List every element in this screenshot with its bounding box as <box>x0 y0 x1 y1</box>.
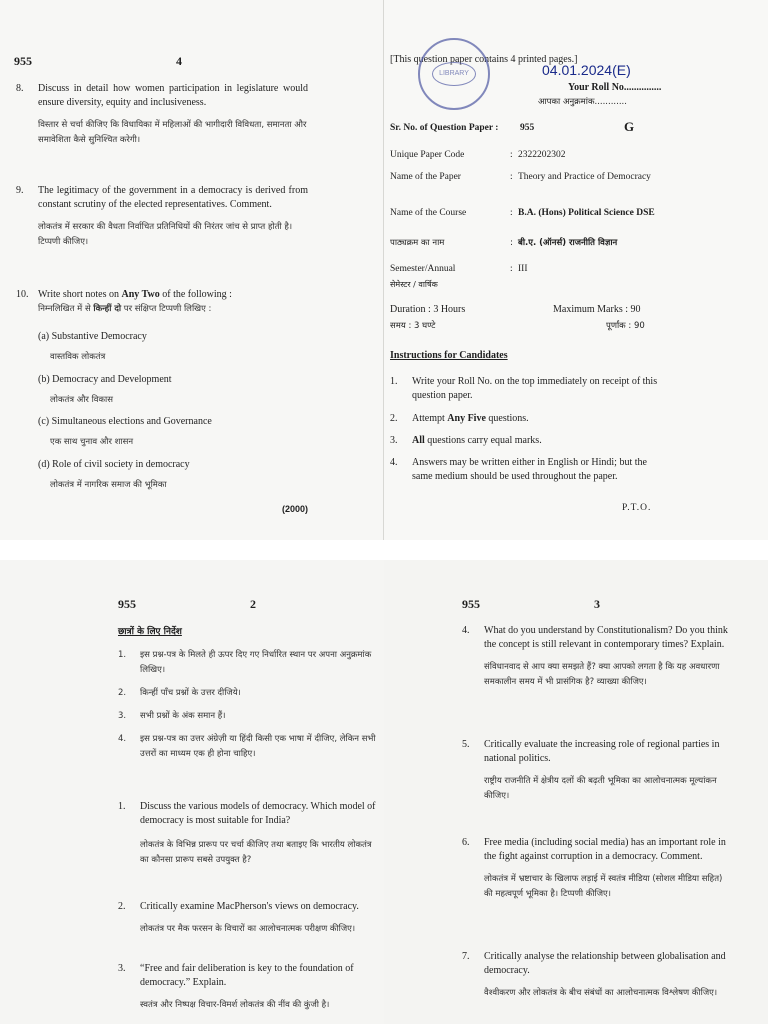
text-part: निम्नलिखित में से <box>38 304 94 314</box>
instruction-1 <box>390 375 662 405</box>
question-3 <box>118 962 380 1013</box>
question-number: 1. <box>118 801 126 812</box>
question-text-hi: लोकतंत्र के विभिन्न प्रारूप पर चर्चा कीजिए तथा बताइए कि भारतीय लोकतंत्र का कौनसा प्रारूप सबसे उपयुक्त है? <box>140 840 372 865</box>
item-hi: लोकतंत्र और विकास <box>50 395 114 405</box>
item-en: (b) Democracy and Development <box>38 374 172 385</box>
info-label: पाठ्यक्रम का नाम <box>390 238 445 248</box>
instruction-text <box>412 434 662 448</box>
question-text-en: Discuss in detail how women participation in legislature would ensure diversity, equity and inclusiveness. <box>38 83 308 108</box>
text-bold: Any Five <box>447 413 486 424</box>
question-text-hi: स्वतंत्र और निष्पक्ष विचार-विमर्श लोकतंत्र की नींव की कुंजी है। <box>140 1000 330 1010</box>
handwritten-date: 04.01.2024(E) <box>542 62 631 78</box>
question-text-en: The legitimacy of the government in a democracy is derived from constant scrutiny of the elected representatives. Comment. <box>38 185 308 210</box>
question-9 <box>16 184 308 250</box>
question-text-hi: वैश्वीकरण और लोकतंत्र के बीच संबंधों का आलोचनात्मक विश्लेषण कीजिए। <box>484 988 718 998</box>
hindi-instructions-title: छात्रों के लिए निर्देश <box>118 627 182 637</box>
question-number: 2. <box>118 901 126 912</box>
hindi-instruction-3 <box>118 709 380 724</box>
please-turn-over: P.T.O. <box>622 503 652 513</box>
max-marks-hi: पूर्णांक : 90 <box>606 321 645 331</box>
hindi-instruction-1 <box>118 648 380 678</box>
instruction-text <box>412 412 662 426</box>
question-5 <box>462 738 728 804</box>
question-number: 10. <box>16 289 29 300</box>
page-number: 4 <box>176 54 182 68</box>
question-text-en: Critically evaluate the increasing role of regional parties in national politics. <box>484 739 720 764</box>
q10-item-a <box>38 330 147 365</box>
question-number: 7. <box>462 951 470 962</box>
info-value: बी.ए. (ऑनर्स) राजनीति विज्ञान <box>518 238 618 248</box>
info-value: III <box>518 264 528 274</box>
question-text-hi: राष्ट्रीय राजनीति में क्षेत्रीय दलों की बढ़ती भूमिका का आलोचनात्मक मूल्यांकन कीजिए। <box>484 776 717 801</box>
roll-number-en: Your Roll No............... <box>568 82 662 93</box>
question-text-en: Critically analyse the relationship between globalisation and democracy. <box>484 951 726 976</box>
info-label: सेमेस्टर / वार्षिक <box>390 280 438 289</box>
question-number: 9. <box>16 185 24 196</box>
max-marks-en: Maximum Marks : 90 <box>553 304 641 315</box>
question-number: 3. <box>118 963 126 974</box>
stamp-label: LIBRARY <box>432 62 476 86</box>
item-hi: लोकतंत्र में नागरिक समाज की भूमिका <box>50 480 167 490</box>
question-text-en: Discuss the various models of democracy. Which model of democracy is most suitable for India? <box>140 801 376 826</box>
hindi-instruction-2 <box>118 686 380 701</box>
instruction-number: 4. <box>390 457 398 468</box>
question-text-hi: लोकतंत्र पर मैक फरसन के विचारों का आलोचनात्मक परीक्षण कीजिए। <box>140 924 356 934</box>
instruction-number: 4. <box>118 734 127 744</box>
hindi-instruction-4 <box>118 732 380 762</box>
item-en: (c) Simultaneous elections and Governance <box>38 416 212 427</box>
info-label: Semester/Annual <box>390 264 456 274</box>
question-7 <box>462 950 728 1001</box>
instruction-4 <box>390 456 662 500</box>
question-text-hi <box>38 302 308 317</box>
question-4 <box>462 624 728 690</box>
text-part: questions. <box>485 413 529 424</box>
q10-item-c <box>38 415 212 450</box>
item-en: (a) Substantive Democracy <box>38 331 147 342</box>
info-value: 2322202302 <box>518 150 566 160</box>
instruction-2 <box>390 412 662 428</box>
question-2 <box>118 900 380 937</box>
instruction-number: 1. <box>118 650 127 660</box>
info-value: Theory and Practice of Democracy <box>518 172 651 182</box>
instruction-text: इस प्रश्न-पत्र के मिलते ही ऊपर दिए गए निर्धारित स्थान पर अपना अनुक्रमांक लिखिए। <box>140 650 372 675</box>
instruction-text: इस प्रश्न-पत्र का उत्तर अंग्रेज़ी या हिंदी किसी एक भाषा में दीजिए, लेकिन सभी उत्तरों का माध्यम एक ही होना चाहिए। <box>140 734 376 759</box>
copies-count: (2000) <box>282 504 309 514</box>
text-part: Write short notes on <box>38 289 122 300</box>
text-bold: Any Two <box>121 289 160 300</box>
item-hi: वास्तविक लोकतंत्र <box>50 352 106 362</box>
q10-item-d <box>38 458 190 493</box>
instruction-number: 2. <box>118 688 127 698</box>
text-part: Attempt <box>412 413 448 424</box>
paper-header: [This question paper contains 4 printed pages.] <box>390 54 578 65</box>
roll-number-hi: आपका अनुक्रमांक............ <box>538 97 627 107</box>
item-hi: एक साथ चुनाव और शासन <box>50 437 134 447</box>
question-text-en <box>38 288 308 302</box>
question-text-en: Critically examine MacPherson's views on democracy. <box>140 901 359 912</box>
question-number: 6. <box>462 837 470 848</box>
page-gap <box>0 540 768 560</box>
question-number: 4. <box>462 625 470 636</box>
question-text-hi: विस्तार से चर्चा कीजिए कि विधायिका में महिलाओं की भागीदारी विविधता, समानता और समावेशिता कैसे सुनिश्चित करेगी। <box>38 120 307 145</box>
text-bold: All <box>412 435 425 446</box>
instruction-text: किन्हीं पाँच प्रश्नों के उत्तर दीजिये। <box>140 688 241 698</box>
sr-number-row <box>390 122 535 135</box>
info-value: B.A. (Hons) Political Science DSE <box>518 208 655 218</box>
instruction-number: 2. <box>390 413 398 424</box>
question-1 <box>118 800 380 868</box>
question-8 <box>16 82 308 148</box>
duration-en: Duration : 3 Hours <box>390 304 466 315</box>
sr-label: Sr. No. of Question Paper : <box>390 123 499 133</box>
question-text-en: What do you understand by Constitutionalism? Do you think the concept is still relevant in contemporary times? Explain. <box>484 625 728 650</box>
question-text-hi: लोकतंत्र में भ्रष्टाचार के खिलाफ लड़ाई में स्वतंत्र मीडिया (सोशल मीडिया सहित) की महत्वपूर्ण भूमिका है। टिप्पणी कीजिए। <box>484 874 723 899</box>
instruction-text: Write your Roll No. on the top immediately on receipt of this question paper. <box>412 376 658 401</box>
duration-hi: समय : 3 घण्टे <box>390 321 436 331</box>
paper-number: 955 <box>118 597 136 611</box>
instructions-title: Instructions for Candidates <box>390 350 508 361</box>
instruction-number: 3. <box>390 435 398 446</box>
item-en: (d) Role of civil society in democracy <box>38 459 190 470</box>
question-text-en: “Free and fair deliberation is key to the foundation of democracy.” Explain. <box>140 963 354 988</box>
question-number: 5. <box>462 739 470 750</box>
instruction-number: 1. <box>390 376 398 387</box>
library-stamp <box>418 38 490 110</box>
info-label: Name of the Course <box>390 208 467 218</box>
paper-number: 955 <box>462 597 480 611</box>
instruction-text: Answers may be written either in English or Hindi; but the same medium should be used throughout the paper. <box>412 457 647 482</box>
info-label: Unique Paper Code <box>390 150 465 160</box>
text-part: questions carry equal marks. <box>424 435 542 446</box>
set-code: G <box>624 119 635 134</box>
instruction-number: 3. <box>118 711 127 721</box>
info-label: Name of the Paper <box>390 172 461 182</box>
page-divider <box>383 0 384 540</box>
question-6 <box>462 836 728 902</box>
page-number: 2 <box>250 597 256 611</box>
text-part: पर संक्षिप्त टिप्पणी लिखिए : <box>121 304 212 314</box>
q10-item-b <box>38 373 172 408</box>
text-bold: किन्हीं दो <box>93 304 122 314</box>
question-text-hi: संविधानवाद से आप क्या समझते हैं? क्या आपको लगता है कि यह अवधारणा समकालीन समय में भी प्रासंगिक है? व्याख्या कीजिए। <box>484 662 720 687</box>
question-number: 8. <box>16 83 24 94</box>
instruction-3 <box>390 434 662 450</box>
page-number: 3 <box>594 597 600 611</box>
instruction-text: सभी प्रश्नों के अंक समान हैं। <box>140 711 226 721</box>
question-10 <box>16 288 308 317</box>
question-text-hi: लोकतंत्र में सरकार की वैधता निर्वाचित प्रतिनिधियों की निरंतर जांच से प्राप्त होती है। टिप्पणी कीजिए। <box>38 222 293 247</box>
sr-value: 955 <box>520 123 535 133</box>
text-part: of the following : <box>159 289 232 300</box>
question-text-en: Free media (including social media) has an important role in the fight against corruption in a democracy. Comment. <box>484 837 726 862</box>
paper-number: 955 <box>14 54 32 68</box>
page-2 <box>0 560 384 1024</box>
